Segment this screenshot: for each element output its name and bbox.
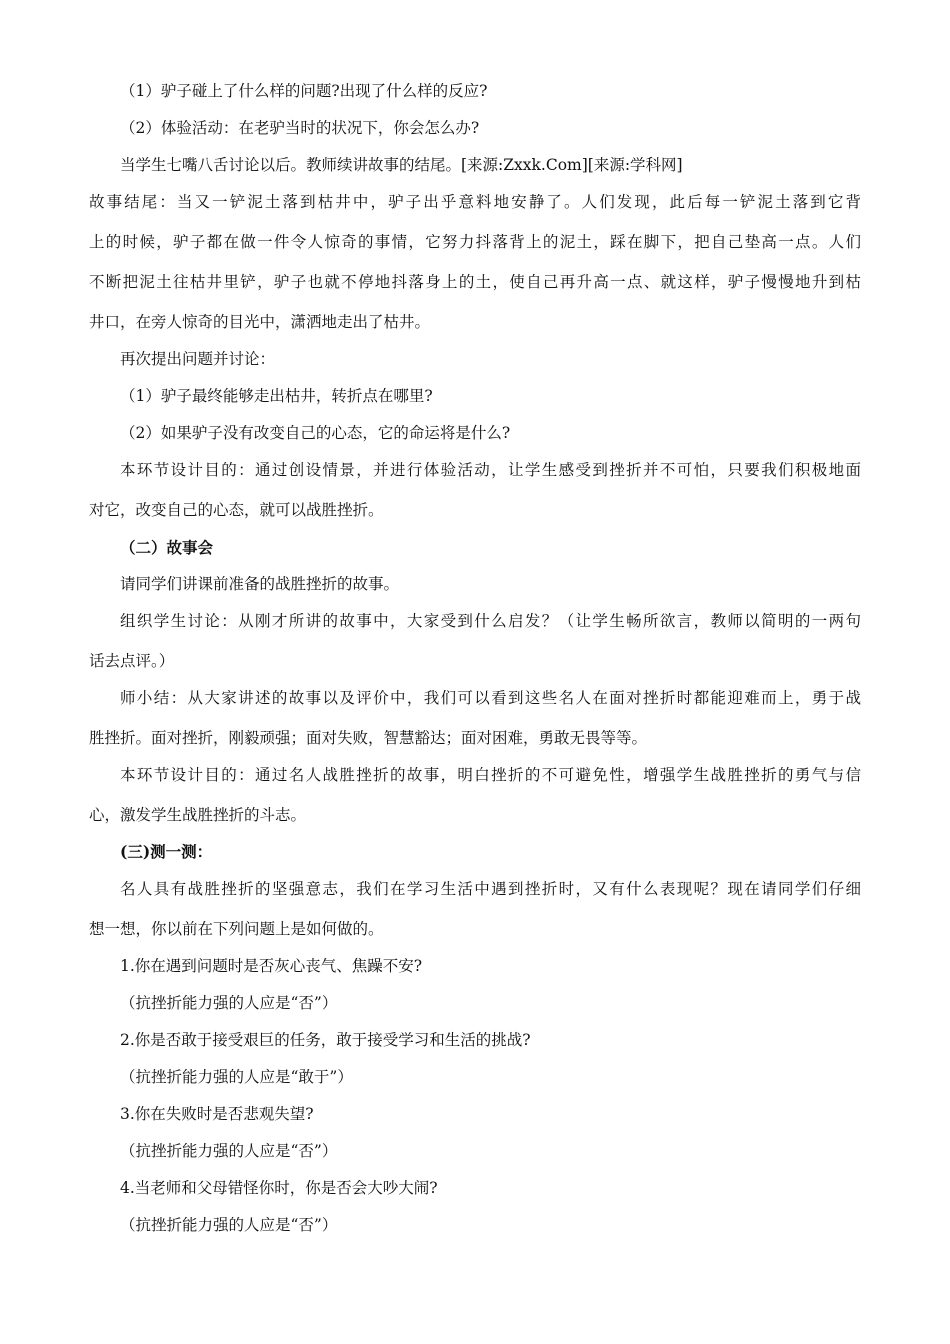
purpose-1-line-1: 本环节设计目的：通过创设情景，并进行体验活动，让学生感受到挫折并不可怕，只要我们积极地面	[120, 461, 861, 479]
section-2-title: （二）故事会	[120, 538, 214, 557]
raise-again: 再次提出问题并讨论：	[120, 350, 276, 368]
question-3: （1）驴子最终能够走出枯井，转折点在哪里?	[120, 387, 433, 405]
purpose-2-line-1: 本环节设计目的：通过名人战胜挫折的故事，明白挫折的不可避免性，增强学生战胜挫折的勇气与信	[120, 766, 861, 784]
after-discussion: 当学生七嘴八舌讨论以后。教师续讲故事的结尾。[来源:Zxxk.Com][来源:学科网]	[120, 156, 683, 174]
question-1: （1）驴子碰上了什么样的问题?出现了什么样的反应?	[120, 82, 488, 100]
test-intro-line-2: 想一想，你以前在下列问题上是如何做的。	[89, 920, 384, 938]
summary-line-2: 胜挫折。面对挫折，刚毅顽强；面对失败，智慧豁达；面对困难，勇敢无畏等等。	[89, 729, 648, 747]
question-2: （2）体验活动：在老驴当时的状况下，你会怎么办?	[120, 119, 480, 137]
test-item-4-answer: （抗挫折能力强的人应是“否”）	[120, 1216, 338, 1234]
test-item-1: 1.你在遇到问题时是否灰心丧气、焦躁不安?	[120, 957, 423, 975]
purpose-1-line-2: 对它，改变自己的心态，就可以战胜挫折。	[89, 501, 384, 519]
test-item-4: 4.当老师和父母错怪你时，你是否会大吵大闹?	[120, 1179, 438, 1197]
story-ending-line-3: 不断把泥土往枯井里铲，驴子也就不停地抖落身上的土，使自己再升高一点、就这样，驴子慢慢地升到枯	[89, 273, 861, 291]
test-item-2-answer: （抗挫折能力强的人应是“敢于”）	[120, 1068, 353, 1086]
test-item-1-answer: （抗挫折能力强的人应是“否”）	[120, 994, 338, 1012]
question-4: （2）如果驴子没有改变自己的心态，它的命运将是什么?	[120, 424, 511, 442]
organize-line-2: 话去点评。）	[89, 652, 175, 670]
story-ending-line-2: 上的时候，驴子都在做一件令人惊奇的事情，它努力抖落背上的泥土，踩在脚下，把自己垫高一点。人们	[89, 233, 861, 251]
test-item-2: 2.你是否敢于接受艰巨的任务，敢于接受学习和生活的挑战?	[120, 1031, 531, 1049]
test-item-3-answer: （抗挫折能力强的人应是“否”）	[120, 1142, 338, 1160]
purpose-2-line-2: 心，激发学生战胜挫折的斗志。	[89, 806, 307, 824]
summary-line-1: 师小结：从大家讲述的故事以及评价中，我们可以看到这些名人在面对挫折时都能迎难而上，勇于战	[120, 689, 861, 707]
story-request: 请同学们讲课前准备的战胜挫折的故事。	[120, 575, 400, 593]
test-intro-line-1: 名人具有战胜挫折的坚强意志，我们在学习生活中遇到挫折时，又有什么表现呢？现在请同学们仔细	[120, 880, 861, 898]
organize-line-1: 组织学生讨论：从刚才所讲的故事中，大家受到什么启发？（让学生畅所欲言，教师以简明的一两句	[120, 612, 861, 630]
test-item-3: 3.你在失败时是否悲观失望?	[120, 1105, 314, 1123]
story-ending-line-4: 井口，在旁人惊奇的目光中，潇洒地走出了枯井。	[89, 313, 431, 331]
section-3-title: (三)测一测：	[120, 842, 213, 861]
story-ending-line-1: 故事结尾：当又一铲泥土落到枯井中，驴子出乎意料地安静了。人们发现，此后每一铲泥土落到它背	[89, 193, 861, 211]
